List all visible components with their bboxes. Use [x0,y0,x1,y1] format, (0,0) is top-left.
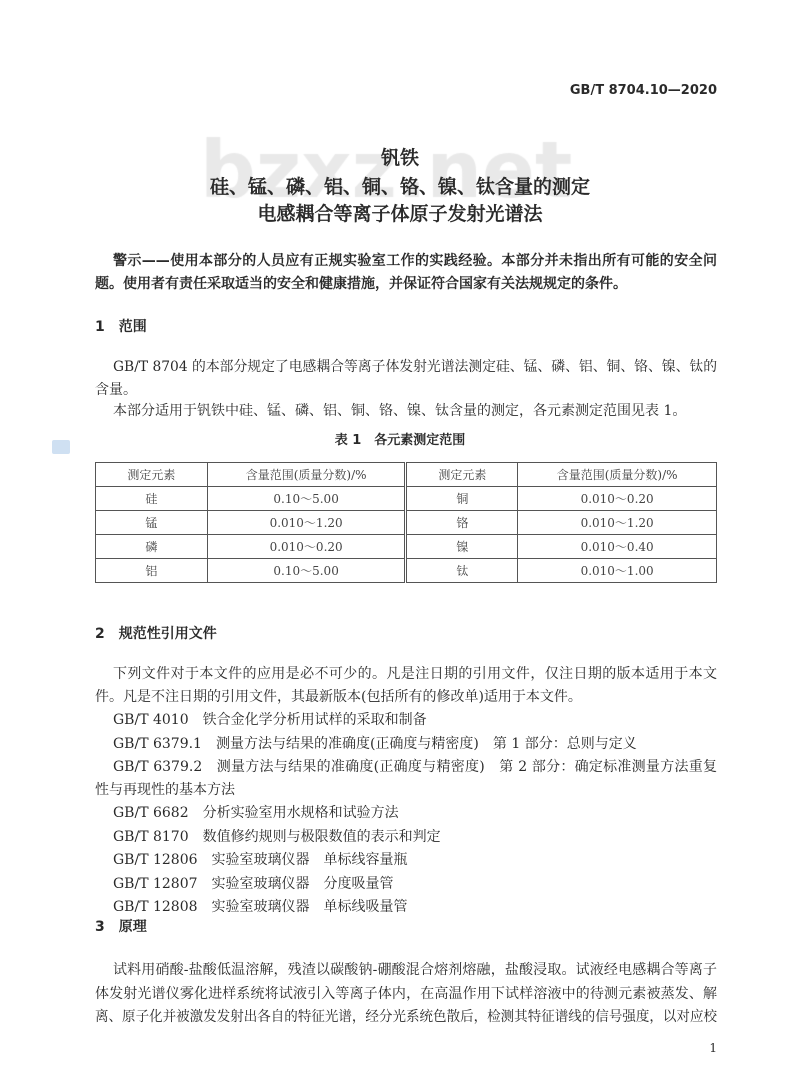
title-line-3: 电感耦合等离子体原子发射光谱法 [257,203,543,225]
warning-line: 警示——使用本部分的人员应有正规实验室工作的实践经验。本部分并未指出所有可能的安全问 [113,253,717,269]
cell: 0.010～1.20 [207,511,406,535]
paragraph-line: 试料用硝酸-盐酸低温溶解，残渣以碳酸钠-硼酸混合熔剂熔融，盐酸浸取。试液经电感耦合等离子 [113,962,717,978]
element-range-table [95,462,717,583]
reference-item: GB/T 12807 实验室玻璃仪器 分度吸量管 [113,876,394,892]
table-caption: 表 1 各元素测定范围 [334,433,466,448]
cell: 0.010～0.40 [518,535,717,559]
header-cell: 测定元素 [96,463,208,487]
cell: 0.010～1.20 [518,511,717,535]
section-heading: 1 范围 [95,319,147,335]
title-line-1: 钒铁 [380,147,419,169]
cell: 0.10～5.00 [207,559,406,583]
paragraph-line: 件。凡是不注日期的引用文件，其最新版本(包括所有的修改单)适用于本文件。 [95,689,582,705]
paragraph-line: 下列文件对于本文件的应用是必不可少的。凡是注日期的引用文件，仅注日期的版本适用于本文 [113,666,717,682]
title-line-2: 硅、锰、磷、铝、铜、铬、镍、钛含量的测定 [209,176,590,198]
cell: 铜 [406,487,518,511]
reference-item: GB/T 12808 实验室玻璃仪器 单标线吸量管 [113,899,408,915]
reference-item: GB/T 6682 分析实验室用水规格和试验方法 [113,805,399,821]
section-heading: 2 规范性引用文件 [95,626,217,642]
cell: 0.10～5.00 [207,487,406,511]
cell: 钛 [406,559,518,583]
standard-number: GB/T 8704.10—2020 [569,83,717,98]
paragraph-line: 含量。 [95,382,137,398]
reference-item: GB/T 6379.1 测量方法与结果的准确度(正确度与精密度) 第 1 部分：总则与定义 [113,736,637,752]
warning-line: 题。使用者有责任采取适当的安全和健康措施，并保证符合国家有关法规规定的条件。 [95,276,627,292]
paragraph-line: 离、原子化并被激发发射出各自的特征光谱，经分光系统色散后，检测其特征谱线的信号强度，以对应校 [95,1009,717,1025]
table-header-row [96,463,717,487]
paragraph-line: 体发射光谱仪雾化进样系统将试液引入等离子体内，在高温作用下试样溶液中的待测元素被蒸发、解 [95,986,717,1002]
table-row [96,535,717,559]
cell: 0.010～1.00 [518,559,717,583]
cell: 锰 [96,511,208,535]
header-cell: 含量范围(质量分数)/% [518,463,717,487]
header-cell: 含量范围(质量分数)/% [207,463,406,487]
reference-item: 性与再现性的基本方法 [95,782,235,798]
cell: 镍 [406,535,518,559]
reference-item: GB/T 4010 铁合金化学分析用试样的采取和制备 [113,712,427,728]
paragraph-line: 本部分适用于钒铁中硅、锰、磷、铝、铜、铬、镍、钛含量的测定，各元素测定范围见表 1。 [113,403,687,419]
table-row [96,487,717,511]
header-cell: 测定元素 [406,463,518,487]
paragraph-line: GB/T 8704 的本部分规定了电感耦合等离子体发射光谱法测定硅、锰、磷、铝、铜、铬、镍、钛的 [113,359,718,375]
section-heading: 3 原理 [95,919,147,935]
reference-item: GB/T 8170 数值修约规则与极限数值的表示和判定 [113,829,441,845]
table-row [96,559,717,583]
cell: 磷 [96,535,208,559]
page-number: 1 [709,1041,717,1055]
cell: 0.010～0.20 [207,535,406,559]
table-row [96,511,717,535]
cell: 铝 [96,559,208,583]
cell: 0.010～0.20 [518,487,717,511]
cell: 铬 [406,511,518,535]
cell: 硅 [96,487,208,511]
reference-item: GB/T 12806 实验室玻璃仪器 单标线容量瓶 [113,852,408,868]
reference-item: GB/T 6379.2 测量方法与结果的准确度(正确度与精密度) 第 2 部分：确定标准测量方法重复 [113,759,717,775]
